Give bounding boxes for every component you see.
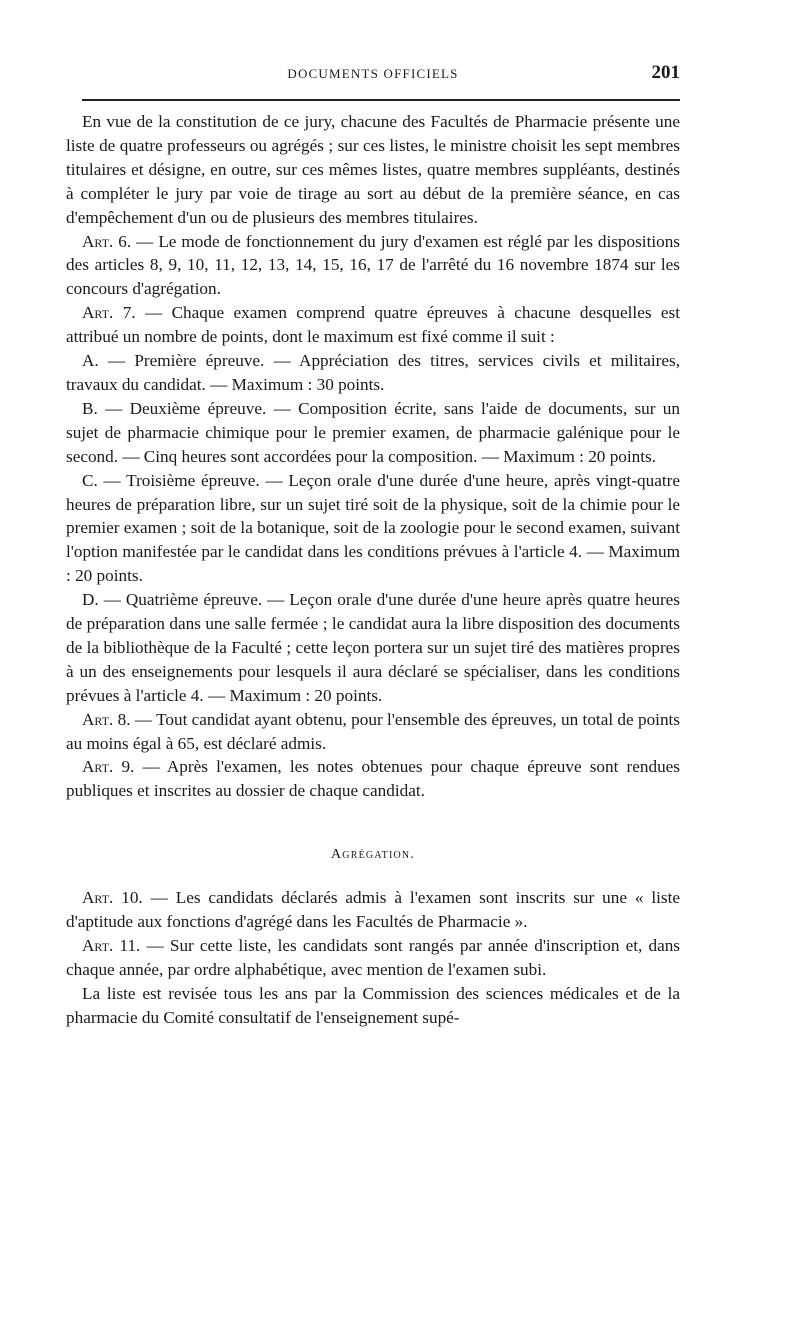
- document-body: [66, 110, 680, 1030]
- epreuve-b: [66, 397, 680, 469]
- running-title: DOCUMENTS OFFICIELS: [287, 66, 459, 81]
- epreuve-a: [66, 349, 680, 397]
- paragraph-text: C. — Troisième épreuve. — Leçon orale d'une durée d'une heure, après vingt-quatre heures de préparation libre, sur un sujet tiré soit de la physique, soit de la chimie pour le premier examen ; soit de la botanique, soit de la zoologie pour le second examen, suivant l'option manifestée par le candidat dans les conditions prévues à l'article 4. — Maximum : 20 points.: [66, 470, 680, 586]
- paragraph-text: — Tout candidat ayant obtenu, pour l'ensemble des épreuves, un total de points au moins égal à 65, est déclaré admis.: [66, 709, 680, 753]
- paragraph-text: A. — Première épreuve. — Appréciation des titres, services civils et militaires, travaux du candidat. — Maximum : 30 points.: [66, 351, 680, 394]
- article-11: [66, 934, 680, 982]
- article-6: [66, 230, 680, 302]
- article-label: Art. 6.: [82, 231, 132, 251]
- paragraph-text: En vue de la constitution de ce jury, chacune des Facultés de Pharmacie présente une liste de quatre professeurs ou agrégés ; sur ces listes, le ministre choisit les sept membres titulaires et désigne, en outre, sur ces mêmes listes, quatre membres suppléants, destinés à compléter le jury par voie de tirage au sort au début de la première séance, en cas d'empêchement d'un ou de plusieurs des membres titulaires.: [66, 112, 680, 227]
- page-number: 201: [651, 62, 680, 83]
- article-label: Art. 9.: [82, 757, 135, 777]
- paragraph-jury: [66, 110, 680, 230]
- paragraph-text: — Les candidats déclarés admis à l'examen sont inscrits sur une « liste d'aptitude aux fonctions d'agrégé dans les Facultés de Pharmacie ».: [66, 888, 680, 932]
- epreuve-d: [66, 588, 680, 708]
- paragraph-text: La liste est revisée tous les ans par la Commission des sciences médicales et de la pharmacie du Comité consultatif de l'enseignement supé-: [66, 983, 680, 1027]
- epreuve-c: [66, 469, 680, 589]
- section-title: Agrégation.: [330, 847, 416, 863]
- article-label: Art. 11.: [82, 936, 141, 955]
- article-7: [66, 301, 680, 349]
- header-rule: [82, 99, 680, 101]
- article-label: Art. 10.: [82, 888, 143, 908]
- article-10: [66, 886, 680, 934]
- article-8: [66, 708, 680, 756]
- paragraph-text: — Après l'examen, les notes obtenues pour chaque épreuve sont rendues publiques et inscrites au dossier de chaque candidat.: [66, 757, 680, 801]
- paragraph-text: — Chaque examen comprend quatre épreuves à chacune desquelles est attribué un nombre de points, dont le maximum est fixé comme il suit :: [66, 303, 680, 347]
- paragraph-text: — Sur cette liste, les candidats sont rangés par année d'inscription et, dans chaque année, par ordre alphabétique, avec mention de l'examen subi.: [66, 936, 680, 979]
- article-label: Art. 8.: [82, 709, 131, 729]
- paragraph-text: D. — Quatrième épreuve. — Leçon orale d'une durée d'une heure après quatre heures de préparation dans une salle fermée ; le candidat aura la libre disposition des documents de la bibliothèque de la Faculté ; cette leçon portera sur un sujet tiré des matières propres à un des enseignements pour lesquels il aura déclaré se spécialiser, dans les conditions prévues à l'article 4. — Maximum : 20 points.: [66, 590, 680, 705]
- article-9: [66, 755, 680, 803]
- article-label: Art. 7.: [82, 303, 136, 323]
- paragraph-text: — Le mode de fonctionnement du jury d'examen est réglé par les dispositions des articles 8, 9, 10, 11, 12, 13, 14, 15, 16, 17 de l'arrêté du 16 novembre 1874 sur les concours d'agrégation.: [66, 231, 680, 299]
- paragraph-text: B. — Deuxième épreuve. — Composition écrite, sans l'aide de documents, sur un sujet de pharmacie chimique pour le premier examen, de pharmacie galénique pour le second. — Cinq heures sont accordées pour la composition. — Maximum : 20 points.: [66, 398, 680, 466]
- page-header: [66, 58, 680, 88]
- paragraph-liste: [66, 982, 680, 1030]
